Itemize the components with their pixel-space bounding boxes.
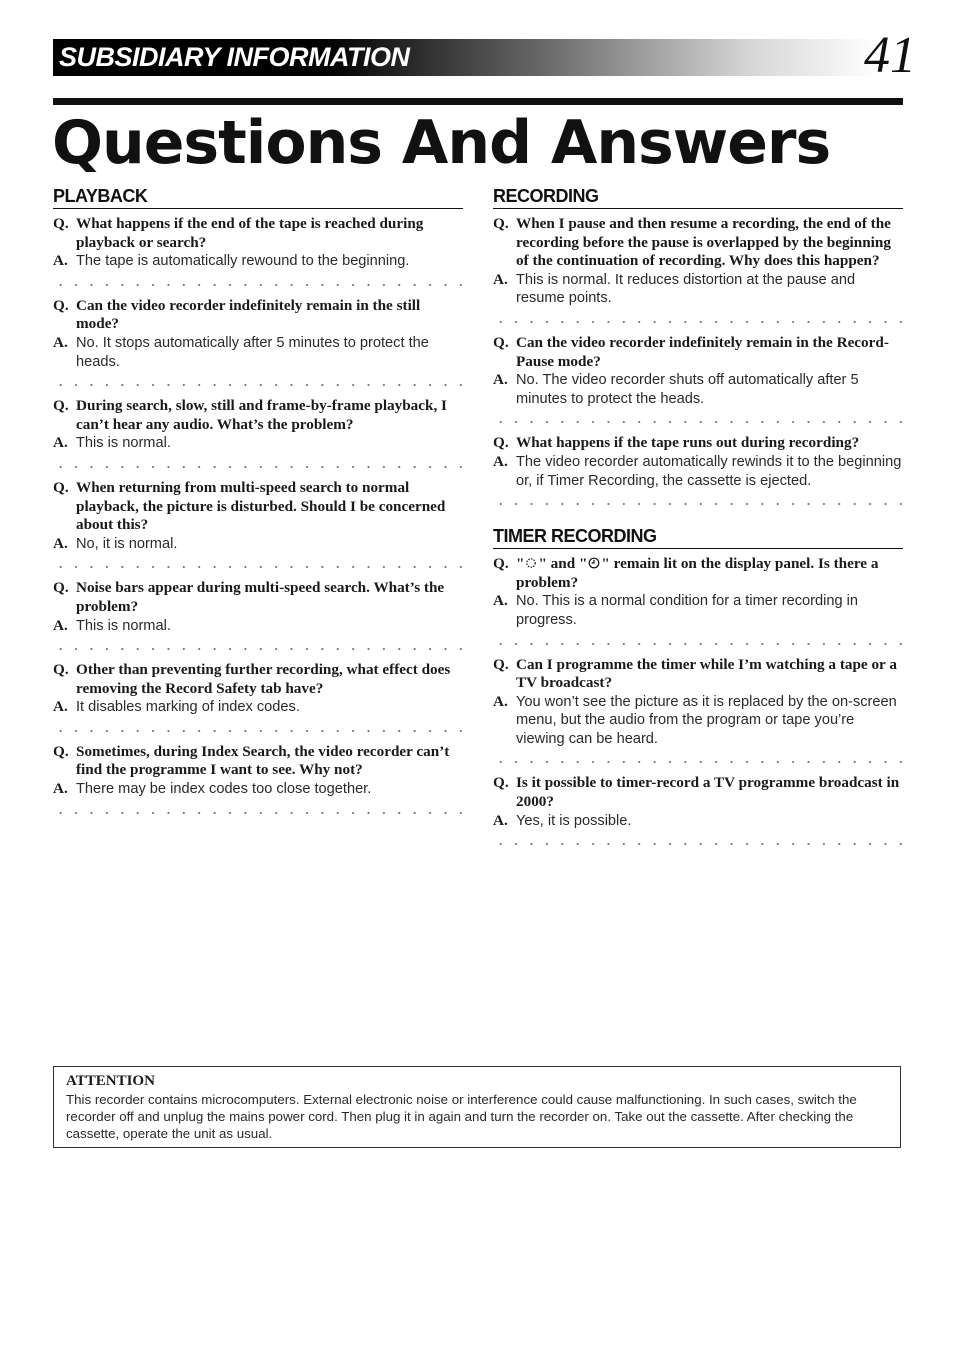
question-text [516, 555, 903, 592]
a-label: A. [493, 452, 508, 470]
page-title: Questions And Answers [52, 108, 831, 178]
timer-indicator-icon [525, 557, 537, 569]
dotted-divider [493, 416, 903, 428]
question [53, 397, 463, 434]
a-label: A. [53, 534, 68, 552]
page-number: 41 [864, 27, 916, 84]
answer-text: This is normal. It reduces distortion at the pause and resume points. [516, 271, 856, 307]
question-text: Other than preventing further recording, what effect does removing the Record Safety tab have? [76, 661, 451, 697]
answer [53, 434, 463, 453]
qa-item [493, 555, 903, 629]
qa-item [53, 297, 463, 371]
answer [493, 812, 903, 831]
question-text: Can the video recorder indefinitely remain in the still mode? [76, 296, 421, 333]
qa-item [493, 334, 903, 408]
answer-text: This is normal. [76, 617, 171, 634]
qa-item [493, 774, 903, 830]
recording-column [493, 184, 903, 856]
question [53, 743, 463, 780]
answer [493, 592, 903, 629]
attention-title: ATTENTION [66, 1073, 155, 1089]
playback-heading: PLAYBACK [53, 184, 463, 209]
question [493, 774, 903, 811]
answer [493, 453, 903, 490]
question-text: Can I programme the timer while I’m watching a tape or a TV broadcast? [516, 655, 897, 692]
answer-text: No, it is normal. [76, 535, 178, 552]
question [53, 579, 463, 616]
q-label: Q. [53, 478, 69, 496]
a-label: A. [53, 616, 68, 634]
q-label: Q. [493, 215, 509, 232]
question-text: What happens if the end of the tape is reached during playback or search? [76, 215, 424, 251]
attention-box [53, 1066, 901, 1148]
timer-recording-heading: TIMER RECORDING [493, 524, 903, 549]
question-text: During search, slow, still and frame-by-frame playback, I can’t hear any audio. What’s the problem? [76, 397, 447, 433]
answer [493, 271, 903, 308]
q-label: Q. [53, 742, 69, 760]
q-label: Q. [493, 434, 509, 452]
dotted-divider [493, 638, 903, 650]
question-text: When returning from multi-speed search to normal playback, the picture is disturbed. Should I be concerned about this? [76, 478, 446, 534]
clock-icon [588, 557, 600, 569]
q-label: Q. [53, 397, 69, 415]
dotted-divider [53, 461, 463, 473]
question-text: Can the video recorder indefinitely remain in the Record-Pause mode? [516, 333, 889, 370]
a-label: A. [493, 811, 508, 829]
a-label: A. [53, 333, 68, 351]
section-title: SUBSIDIARY INFORMATION [59, 42, 410, 72]
a-label: A. [493, 371, 508, 389]
qa-item [53, 397, 463, 453]
answer [493, 371, 903, 408]
question [53, 297, 463, 334]
question [493, 555, 903, 592]
qa-item [53, 661, 463, 717]
q-label: Q. [493, 555, 509, 573]
answer [53, 535, 463, 554]
question-text: Sometimes, during Index Search, the video recorder can’t find the programme I want to see. Why not? [76, 742, 450, 779]
q-label: Q. [53, 296, 69, 314]
answer [53, 252, 463, 271]
recording-heading: RECORDING [493, 184, 903, 209]
answer-text: No. The video recorder shuts off automatically after 5 minutes to protect the heads. [516, 372, 859, 407]
q-label: Q. [493, 774, 509, 792]
question [53, 661, 463, 698]
qa-item [53, 743, 463, 799]
dotted-divider [493, 838, 903, 850]
dotted-divider [53, 643, 463, 655]
dotted-divider [53, 379, 463, 391]
q-label: Q. [53, 661, 69, 679]
dotted-divider [493, 316, 903, 328]
answer-text: The tape is automatically rewound to the beginning. [76, 253, 410, 270]
question-text-prefix: " [516, 555, 525, 573]
question [53, 215, 463, 252]
answer-text: There may be index codes too close together. [76, 781, 372, 798]
answer-text: You won’t see the picture as it is replaced by the on-screen menu, but the audio from the program or tape you’re viewing can be heard. [516, 693, 897, 747]
qa-item [53, 579, 463, 635]
a-label: A. [53, 434, 68, 452]
dotted-divider [493, 756, 903, 768]
qa-item [493, 434, 903, 490]
dotted-divider [53, 725, 463, 737]
dotted-divider [53, 279, 463, 291]
playback-column [53, 184, 463, 825]
dotted-divider [53, 561, 463, 573]
answer [53, 780, 463, 799]
question [493, 656, 903, 693]
attention-body: This recorder contains microcomputers. External electronic noise or interference could cause malfunctioning. In such cases, switch the recorder off and unplug the mains power cord. Then plug it in again and turn the recorder on. Take out the cassette. After checking the cassette, operate the unit as usual. [66, 1092, 857, 1141]
q-label: Q. [493, 333, 509, 351]
a-label: A. [53, 252, 68, 270]
answer-text: No. This is a normal condition for a timer recording in progress. [516, 593, 859, 628]
question-text: When I pause and then resume a recording, the end of the recording before the pause is overlapped by the beginning of the continuation of recording. Why does this happen? [516, 215, 891, 270]
answer-text: It disables marking of index codes. [76, 699, 300, 716]
question-text: What happens if the tape runs out during recording? [516, 434, 860, 452]
dotted-divider [493, 498, 903, 510]
question [53, 479, 463, 535]
a-label: A. [493, 592, 508, 610]
a-label: A. [493, 692, 508, 710]
qa-item [493, 656, 903, 749]
answer [53, 698, 463, 717]
question [493, 215, 903, 271]
question-text-mid: " and " [538, 555, 588, 573]
question [493, 434, 903, 453]
a-label: A. [53, 780, 68, 798]
title-rule [53, 98, 903, 105]
qa-item [53, 479, 463, 553]
qa-item [53, 215, 463, 271]
answer [493, 693, 903, 749]
q-label: Q. [53, 579, 69, 597]
a-label: A. [53, 698, 68, 716]
question-text: Noise bars appear during multi-speed search. What’s the problem? [76, 579, 445, 615]
answer-text: No. It stops automatically after 5 minutes to protect the heads. [76, 334, 429, 370]
question-text: Is it possible to timer-record a TV programme broadcast in 2000? [516, 774, 900, 811]
answer-text: Yes, it is possible. [516, 812, 632, 829]
dotted-divider [53, 807, 463, 819]
q-label: Q. [53, 215, 69, 232]
answer [53, 617, 463, 636]
answer-text: This is normal. [76, 435, 171, 452]
question [493, 334, 903, 371]
a-label: A. [493, 270, 508, 288]
qa-item [493, 215, 903, 308]
question-text-suffix: " remain lit on the display panel. Is there a problem? [516, 555, 879, 591]
answer [53, 334, 463, 371]
q-label: Q. [493, 655, 509, 673]
answer-text: The video recorder automatically rewinds it to the beginning or, if Timer Recording, the cassette is ejected. [516, 453, 902, 489]
